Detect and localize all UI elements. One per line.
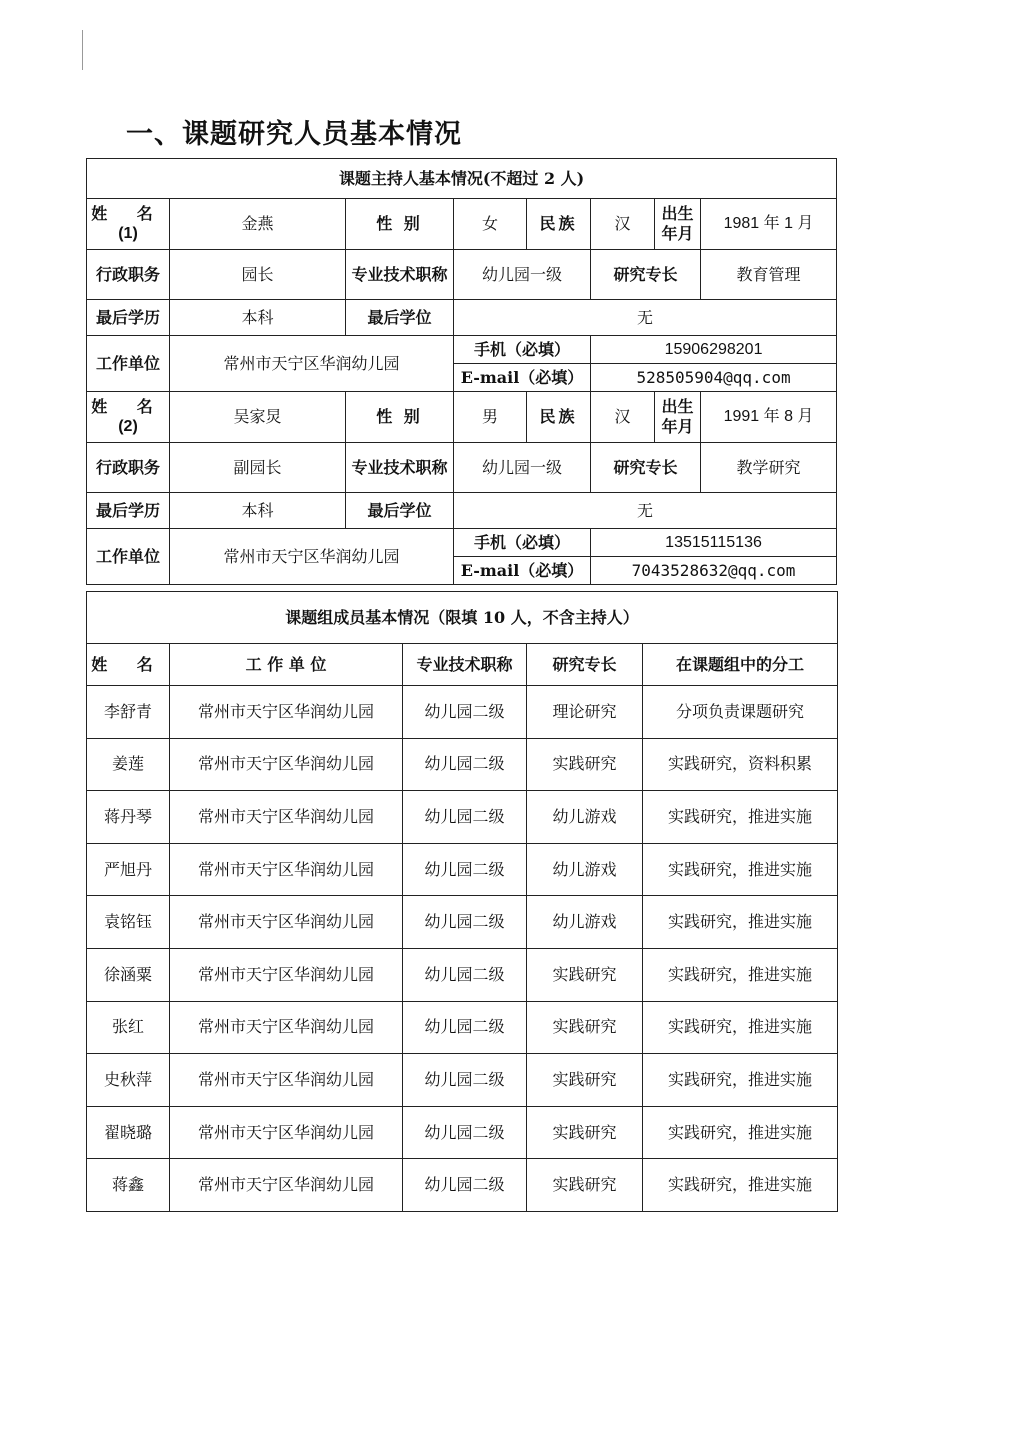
member-unit: 常州市天宁区华润幼儿园 bbox=[170, 791, 403, 844]
member-role: 实践研究，推进实施 bbox=[643, 1054, 838, 1107]
column-header-unit: 工 作 单 位 bbox=[170, 644, 403, 686]
host-ethnicity-label: 民族 bbox=[527, 199, 591, 250]
host-tech-title-label: 专业技术职称 bbox=[346, 443, 454, 493]
member-specialty: 理论研究 bbox=[527, 686, 643, 739]
member-name: 张红 bbox=[87, 1001, 170, 1054]
member-row bbox=[87, 1001, 838, 1054]
member-section-header-row bbox=[87, 592, 838, 644]
member-title: 幼儿园二级 bbox=[403, 791, 527, 844]
member-specialty: 实践研究 bbox=[527, 1054, 643, 1107]
host-research: 教育管理 bbox=[701, 250, 837, 300]
member-role: 实践研究，推进实施 bbox=[643, 791, 838, 844]
host-education-row bbox=[87, 493, 837, 529]
member-role: 实践研究，推进实施 bbox=[643, 948, 838, 1001]
host-education-label: 最后学历 bbox=[87, 300, 170, 336]
column-header-name: 姓 名 bbox=[87, 644, 170, 686]
host-phone: 15906298201 bbox=[591, 336, 837, 364]
member-title: 幼儿园二级 bbox=[403, 1159, 527, 1212]
member-specialty: 实践研究 bbox=[527, 948, 643, 1001]
host-education-label: 最后学历 bbox=[87, 493, 170, 529]
member-row bbox=[87, 686, 838, 739]
member-name: 严旭丹 bbox=[87, 843, 170, 896]
member-role: 实践研究，推进实施 bbox=[643, 1106, 838, 1159]
member-title: 幼儿园二级 bbox=[403, 738, 527, 791]
member-specialty: 幼儿游戏 bbox=[527, 843, 643, 896]
host-gender: 男 bbox=[454, 392, 527, 443]
member-rows bbox=[87, 686, 838, 1212]
host-email: 528505904@qq.com bbox=[591, 364, 837, 392]
member-specialty: 实践研究 bbox=[527, 1001, 643, 1054]
member-specialty: 幼儿游戏 bbox=[527, 896, 643, 949]
member-unit: 常州市天宁区华润幼儿园 bbox=[170, 686, 403, 739]
host-section-header: 课题主持人基本情况(不超过 2 人) bbox=[87, 159, 837, 199]
member-name: 姜莲 bbox=[87, 738, 170, 791]
host-gender-label: 性 别 bbox=[346, 199, 454, 250]
member-column-header-row bbox=[87, 644, 838, 686]
host-name-row bbox=[87, 199, 837, 250]
member-title: 幼儿园二级 bbox=[403, 1001, 527, 1054]
binding-mark bbox=[82, 30, 83, 70]
host-email: 7043528632@qq.com bbox=[591, 557, 837, 585]
host-email-label: E-mail（必填） bbox=[454, 557, 591, 585]
member-title: 幼儿园二级 bbox=[403, 1054, 527, 1107]
host-research: 教学研究 bbox=[701, 443, 837, 493]
member-role: 实践研究，资料积累 bbox=[643, 738, 838, 791]
host-name-label: 姓 名 bbox=[91, 397, 165, 416]
member-name: 蒋鑫 bbox=[87, 1159, 170, 1212]
host-birth: 1991 年 8 月 bbox=[701, 392, 837, 443]
host-gender-label: 性 别 bbox=[346, 392, 454, 443]
host-tech-title-label: 专业技术职称 bbox=[346, 250, 454, 300]
member-role: 实践研究，推进实施 bbox=[643, 1159, 838, 1212]
member-title: 幼儿园二级 bbox=[403, 843, 527, 896]
member-row bbox=[87, 948, 838, 1001]
member-unit: 常州市天宁区华润幼儿园 bbox=[170, 1106, 403, 1159]
host-gender: 女 bbox=[454, 199, 527, 250]
host-name: 金燕 bbox=[170, 199, 346, 250]
member-title: 幼儿园二级 bbox=[403, 896, 527, 949]
host-name-row bbox=[87, 392, 837, 443]
member-specialty: 实践研究 bbox=[527, 1159, 643, 1212]
host-birth-label: 出生年月 bbox=[655, 199, 701, 250]
member-role: 实践研究，推进实施 bbox=[643, 896, 838, 949]
member-unit: 常州市天宁区华润幼儿园 bbox=[170, 1159, 403, 1212]
host-unit-row bbox=[87, 529, 837, 557]
member-name: 史秋萍 bbox=[87, 1054, 170, 1107]
member-unit: 常州市天宁区华润幼儿园 bbox=[170, 738, 403, 791]
host-tech-title: 幼儿园一级 bbox=[454, 443, 591, 493]
host-index: (2) bbox=[118, 418, 138, 435]
host-phone-label: 手机（必填） bbox=[454, 336, 591, 364]
member-name: 袁铭钰 bbox=[87, 896, 170, 949]
member-name: 李舒青 bbox=[87, 686, 170, 739]
host-education: 本科 bbox=[170, 493, 346, 529]
host-research-label: 研究专长 bbox=[591, 443, 701, 493]
host-unit-row bbox=[87, 336, 837, 364]
member-title: 幼儿园二级 bbox=[403, 686, 527, 739]
host-admin-post: 副园长 bbox=[170, 443, 346, 493]
host-education-row bbox=[87, 300, 837, 336]
column-header-title: 专业技术职称 bbox=[403, 644, 527, 686]
member-unit: 常州市天宁区华润幼儿园 bbox=[170, 1001, 403, 1054]
member-unit: 常州市天宁区华润幼儿园 bbox=[170, 896, 403, 949]
member-role: 分项负责课题研究 bbox=[643, 686, 838, 739]
member-role: 实践研究，推进实施 bbox=[643, 1001, 838, 1054]
member-row bbox=[87, 791, 838, 844]
member-row bbox=[87, 1054, 838, 1107]
member-specialty: 幼儿游戏 bbox=[527, 791, 643, 844]
column-header-role: 在课题组中的分工 bbox=[643, 644, 838, 686]
member-row bbox=[87, 843, 838, 896]
host-admin-post-label: 行政职务 bbox=[87, 250, 170, 300]
member-name: 蒋丹琴 bbox=[87, 791, 170, 844]
host-phone: 13515115136 bbox=[591, 529, 837, 557]
member-specialty: 实践研究 bbox=[527, 1106, 643, 1159]
host-ethnicity: 汉 bbox=[591, 199, 655, 250]
host-education: 本科 bbox=[170, 300, 346, 336]
member-name: 翟晓璐 bbox=[87, 1106, 170, 1159]
host-work-unit-label: 工作单位 bbox=[87, 529, 170, 585]
host-tech-title: 幼儿园一级 bbox=[454, 250, 591, 300]
host-degree-label: 最后学位 bbox=[346, 300, 454, 336]
page-title: 一、课题研究人员基本情况 bbox=[126, 119, 462, 150]
member-section-header: 课题组成员基本情况（限填 10 人，不含主持人） bbox=[87, 592, 838, 644]
member-unit: 常州市天宁区华润幼儿园 bbox=[170, 948, 403, 1001]
host-birth: 1981 年 1 月 bbox=[701, 199, 837, 250]
host-section-header-row bbox=[87, 159, 837, 199]
host-name-label: 姓 名 bbox=[91, 204, 165, 223]
host-degree: 无 bbox=[454, 300, 837, 336]
host-name-label-cell bbox=[87, 199, 170, 250]
host-phone-label: 手机（必填） bbox=[454, 529, 591, 557]
member-name: 徐涵粟 bbox=[87, 948, 170, 1001]
host-post-row bbox=[87, 443, 837, 493]
member-row bbox=[87, 1159, 838, 1212]
member-info-table bbox=[86, 591, 838, 1212]
host-block-1 bbox=[87, 392, 837, 585]
member-row bbox=[87, 896, 838, 949]
member-title: 幼儿园二级 bbox=[403, 948, 527, 1001]
member-specialty: 实践研究 bbox=[527, 738, 643, 791]
column-header-specialty: 研究专长 bbox=[527, 644, 643, 686]
host-info-table bbox=[86, 158, 837, 585]
host-birth-label: 出生年月 bbox=[655, 392, 701, 443]
member-row bbox=[87, 1106, 838, 1159]
host-post-row bbox=[87, 250, 837, 300]
host-work-unit-label: 工作单位 bbox=[87, 336, 170, 392]
host-degree: 无 bbox=[454, 493, 837, 529]
host-degree-label: 最后学位 bbox=[346, 493, 454, 529]
member-title: 幼儿园二级 bbox=[403, 1106, 527, 1159]
member-unit: 常州市天宁区华润幼儿园 bbox=[170, 1054, 403, 1107]
host-work-unit: 常州市天宁区华润幼儿园 bbox=[170, 529, 454, 585]
member-row bbox=[87, 738, 838, 791]
host-ethnicity: 汉 bbox=[591, 392, 655, 443]
host-name: 吴家炅 bbox=[170, 392, 346, 443]
member-unit: 常州市天宁区华润幼儿园 bbox=[170, 843, 403, 896]
host-name-label-cell bbox=[87, 392, 170, 443]
host-admin-post: 园长 bbox=[170, 250, 346, 300]
host-work-unit: 常州市天宁区华润幼儿园 bbox=[170, 336, 454, 392]
host-email-label: E-mail（必填） bbox=[454, 364, 591, 392]
host-index: (1) bbox=[118, 225, 138, 242]
member-role: 实践研究，推进实施 bbox=[643, 843, 838, 896]
host-ethnicity-label: 民族 bbox=[527, 392, 591, 443]
host-research-label: 研究专长 bbox=[591, 250, 701, 300]
host-admin-post-label: 行政职务 bbox=[87, 443, 170, 493]
